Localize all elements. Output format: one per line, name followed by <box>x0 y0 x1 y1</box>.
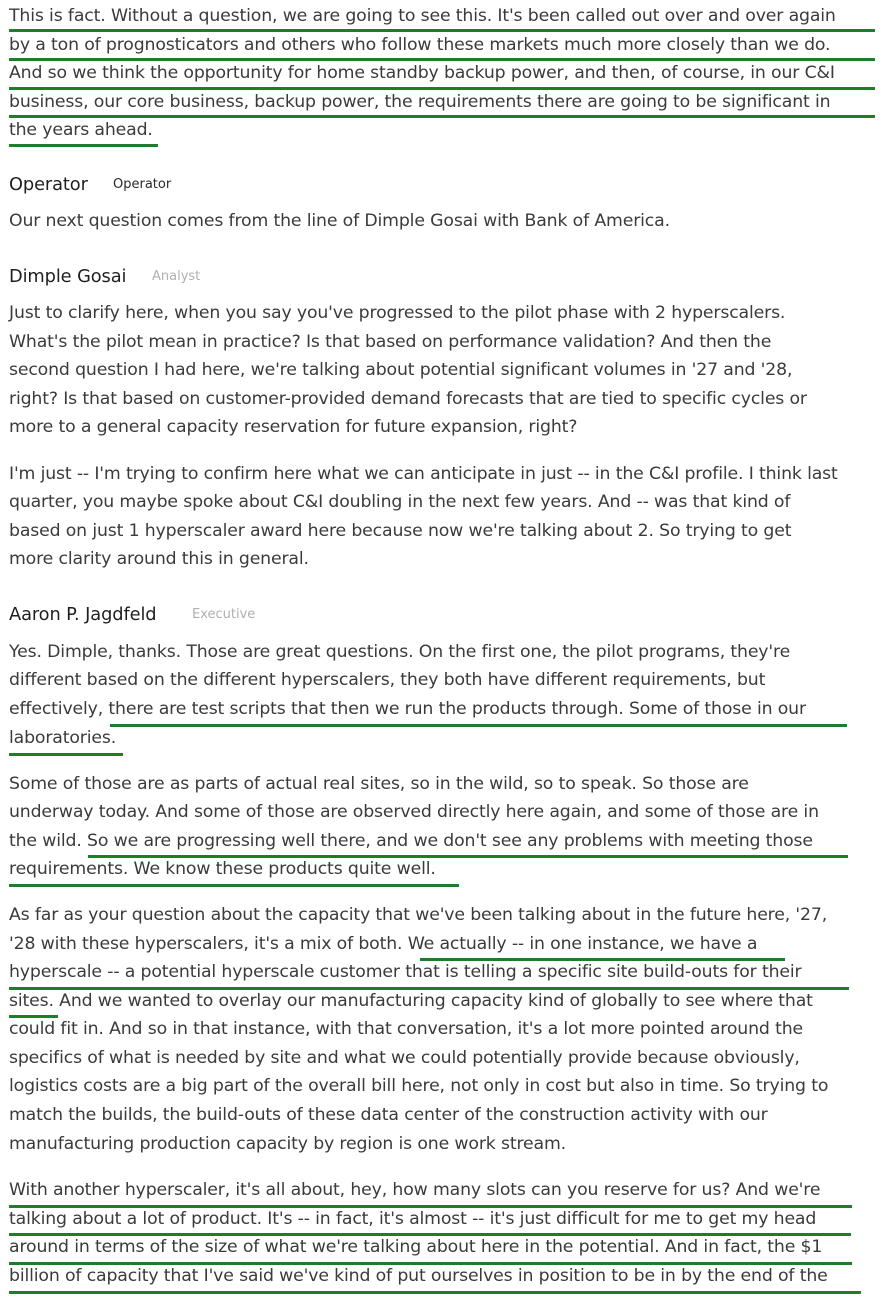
highlight-underline <box>9 1233 851 1236</box>
text-line: right? Is that based on customer-provided demand forecasts that are tied to specific cycles or <box>9 389 807 409</box>
highlight-underline <box>9 1205 852 1208</box>
text-line: With another hyperscaler, it's all about, hey, how many slots can you reserve for us? And we're <box>9 1180 821 1200</box>
text-line: billion of capacity that I've said we've kind of put ourselves in position to be in by the end of the <box>9 1266 828 1286</box>
text-line: laboratories. <box>9 728 117 748</box>
speaker-name-operator: Operator <box>9 174 88 195</box>
text-line: What's the pilot mean in practice? Is that based on performance validation? And then the <box>9 332 772 352</box>
speaker-role-executive: Executive <box>192 607 256 622</box>
highlight-underline <box>9 1291 861 1294</box>
text-line: requirements. We know these products quite well. <box>9 859 436 879</box>
text-line: effectively, there are test scripts that then we run the products through. Some of those in our <box>9 699 806 719</box>
text-line: Some of those are as parts of actual real sites, so in the wild, so to speak. So those are <box>9 774 749 794</box>
text-line: Our next question comes from the line of Dimple Gosai with Bank of America. <box>9 211 670 231</box>
text-line: specifics of what is needed by site and what we could potentially provide because obviously, <box>9 1048 800 1068</box>
text-line: by a ton of prognosticators and others who follow these markets much more closely than we do. <box>9 35 831 55</box>
text-line: '28 with these hyperscalers, it's a mix of both. We actually -- in one instance, we have a <box>9 934 758 954</box>
text-line: more clarity around this in general. <box>9 549 309 569</box>
text-line: the wild. So we are progressing well there, and we don't see any problems with meeting those <box>9 831 813 851</box>
text-line: hyperscale -- a potential hyperscale customer that is telling a specific site build-outs for their <box>9 962 802 982</box>
highlight-underline <box>9 1015 58 1018</box>
highlight-underline <box>420 958 785 961</box>
text-line: manufacturing production capacity by region is one work stream. <box>9 1134 566 1154</box>
highlight-underline <box>9 115 875 118</box>
highlight-underline <box>88 855 848 858</box>
text-line: underway today. And some of those are observed directly here again, and some of those are in <box>9 802 819 822</box>
text-line: match the builds, the build-outs of these data center of the construction activity with our <box>9 1105 768 1125</box>
speaker-role-analyst: Analyst <box>152 269 201 284</box>
text-line: Yes. Dimple, thanks. Those are great questions. On the first one, the pilot programs, they're <box>9 642 791 662</box>
highlight-underline <box>110 724 847 727</box>
text-line: could fit in. And so in that instance, with that conversation, it's a lot more pointed around the <box>9 1019 803 1039</box>
highlight-underline <box>9 58 875 61</box>
text-line: around in terms of the size of what we're talking about here in the potential. And in fact, the $1 <box>9 1237 823 1257</box>
highlight-underline <box>9 987 849 990</box>
text-line: As far as your question about the capacity that we've been talking about in the future here, '27, <box>9 905 828 925</box>
speaker-role-operator: Operator <box>113 177 172 192</box>
highlight-underline <box>9 1262 852 1265</box>
text-line: different based on the different hyperscalers, they both have different requirements, but <box>9 670 766 690</box>
text-line: I'm just -- I'm trying to confirm here what we can anticipate in just -- in the C&I profile. I think last <box>9 464 838 484</box>
text-line: second question I had here, we're talking about potential significant volumes in '27 and '28, <box>9 360 793 380</box>
text-line: sites. And we wanted to overlay our manufacturing capacity kind of globally to see where that <box>9 991 813 1011</box>
text-line: the years ahead. <box>9 120 153 140</box>
text-line: more to a general capacity reservation for future expansion, right? <box>9 417 578 437</box>
highlight-underline <box>9 884 459 887</box>
text-line: talking about a lot of product. It's -- in fact, it's almost -- it's just difficult for me to get my head <box>9 1209 817 1229</box>
text-line: quarter, you maybe spoke about C&I doubling in the next few years. And -- was that kind of <box>9 492 791 512</box>
text-line: logistics costs are a big part of the overall bill here, not only in cost but also in time. So trying to <box>9 1076 829 1096</box>
highlight-underline <box>9 144 158 147</box>
highlight-underline <box>9 87 875 90</box>
text-line: And so we think the opportunity for home standby backup power, and then, of course, in our C&I <box>9 63 835 83</box>
speaker-name-executive: Aaron P. Jagdfeld <box>9 604 157 625</box>
speaker-name-analyst: Dimple Gosai <box>9 266 127 287</box>
highlight-underline <box>9 753 123 756</box>
text-line: business, our core business, backup power, the requirements there are going to be significant in <box>9 92 831 112</box>
text-line: Just to clarify here, when you say you've progressed to the pilot phase with 2 hyperscalers. <box>9 303 786 323</box>
highlight-underline <box>9 29 875 32</box>
text-line: This is fact. Without a question, we are going to see this. It's been called out over and over again <box>9 6 836 26</box>
text-line: based on just 1 hyperscaler award here because now we're talking about 2. So trying to get <box>9 521 792 541</box>
